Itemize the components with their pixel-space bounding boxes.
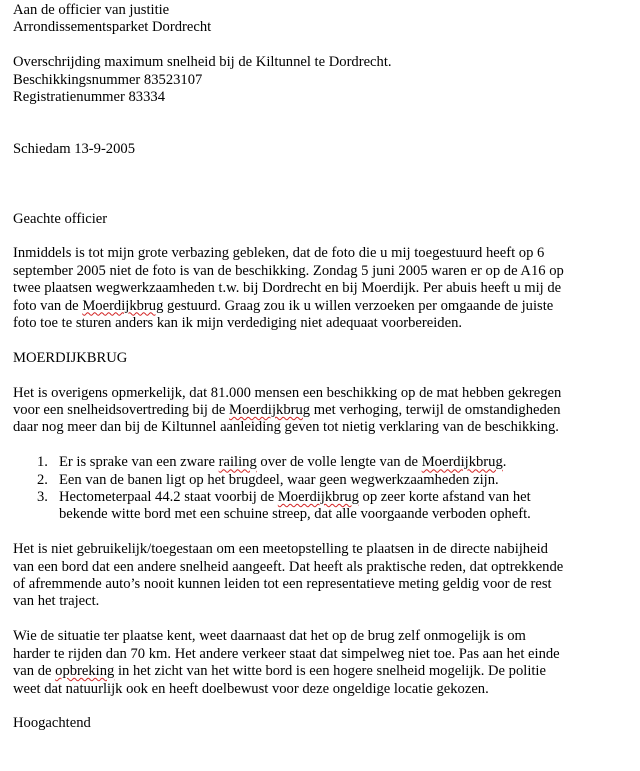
misspelled-word[interactable]: Moerdijkbrug — [421, 454, 503, 471]
list-number: 1. — [37, 454, 48, 471]
list-item-text: Een van de banen ligt op het brugdeel, waar geen wegwerkzaamheden zijn. — [59, 471, 499, 488]
salutation: Geachte officier — [13, 210, 108, 227]
paragraph-4-line: Wie de situatie ter plaatse kent, weet daarnaast dat het op de brug zelf onmogelijk is om — [13, 628, 526, 645]
text-run: gestuurd. Graag zou ik u willen verzoeken per omgaande de juiste — [163, 297, 554, 314]
text-run: Er is sprake van een zware — [59, 454, 219, 471]
misspelled-word[interactable]: Moerdijkbrug — [277, 489, 359, 506]
paragraph-3-line: van een bord dat een andere snelheid aangeeft. Dat heeft als praktische reden, dat optrekkende — [13, 558, 564, 575]
paragraph-4 — [13, 628, 627, 698]
paragraph-4-line: harder te rijden dan 70 km. Het andere verkeer staat dat simpelweg niet toe. Pas aan het einde — [13, 645, 560, 662]
registration-number: Registratienummer 83334 — [13, 89, 165, 106]
address-line-1: Aan de officier van justitie — [13, 2, 170, 18]
list-item — [13, 454, 599, 471]
decision-number: Beschikkingsnummer 83523107 — [13, 71, 203, 88]
recipient-address — [13, 2, 627, 37]
text-run: . — [502, 454, 507, 471]
text-run: van de — [13, 663, 56, 680]
paragraph-3-line: of afremmende auto’s nooit kunnen leiden tot een representatieve meting geldig voor de rest — [13, 576, 552, 593]
paragraph-2 — [13, 385, 627, 437]
paragraph-1 — [13, 245, 627, 332]
list-item-text: bekende witte bord met een schuine streep, dat alle voorgaande verboden opheft. — [59, 506, 531, 523]
text-run: met verhoging, terwijl de omstandigheden — [310, 402, 561, 419]
text-run: in het zicht van het witte bord is een hogere snelheid mogelijk. De politie — [114, 663, 546, 680]
paragraph-1-line — [13, 298, 627, 315]
misspelled-word[interactable]: opbreking — [55, 663, 115, 680]
closing: Hoogachtend — [13, 715, 91, 732]
misspelled-word[interactable]: railing — [218, 454, 257, 471]
text-run: over de volle lengte van de — [256, 454, 422, 471]
numbered-list — [13, 454, 627, 524]
address-line-2: Arrondissementsparket Dordrecht — [13, 19, 212, 36]
list-number: 2. — [37, 471, 48, 488]
paragraph-4-line: weet dat natuurlijk ook en heeft doelbewust voor deze ongeldige locatie gekozen. — [13, 680, 489, 697]
list-item-text — [59, 454, 599, 471]
paragraph-3-line: Het is niet gebruikelijk/toegestaan om een meetopstelling te plaatsen in de directe nabijheid — [13, 541, 548, 558]
paragraph-4-line — [13, 663, 627, 680]
letter-page — [13, 2, 627, 733]
text-run: foto van de — [13, 297, 83, 314]
paragraph-1-line: twee plaatsen wegwerkzaamheden t.w. bij Dordrecht en bij Moerdijk. Per abuis heeft u mij de — [13, 280, 562, 297]
section-heading: MOERDIJKBRUG — [13, 349, 128, 366]
paragraph-1-line: Inmiddels is tot mijn grote verbazing gebleken, dat de foto die u mij toegestuurd heeft op 6 — [13, 245, 545, 262]
text-run: Hectometerpaal 44.2 staat voorbij de — [59, 489, 278, 506]
subject-block — [13, 54, 627, 106]
paragraph-2-line — [13, 402, 627, 419]
list-item-text — [59, 489, 599, 506]
place-date: Schiedam 13-9-2005 — [13, 141, 135, 158]
misspelled-word[interactable]: Moerdijkbrug — [229, 402, 311, 419]
paragraph-2-line: daar nog meer dan bij de Kiltunnel aanleiding geven tot nietig verklaring van de beschikking. — [13, 419, 559, 436]
paragraph-3 — [13, 541, 627, 611]
misspelled-word[interactable]: Moerdijkbrug — [82, 297, 164, 314]
text-run: op zeer korte afstand van het — [358, 489, 531, 506]
list-number: 3. — [37, 489, 48, 506]
list-item — [13, 489, 599, 524]
paragraph-1-line: september 2005 niet de foto is van de beschikking. Zondag 5 juni 2005 waren er op de A16 op — [13, 262, 564, 279]
text-run: voor een snelheidsovertreding bij de — [13, 402, 230, 419]
paragraph-3-line: van het traject. — [13, 593, 100, 610]
paragraph-1-line: foto toe te sturen anders kan ik mijn verdediging niet adequaat voorbereiden. — [13, 315, 463, 332]
subject-line: Overschrijding maximum snelheid bij de Kiltunnel te Dordrecht. — [13, 54, 392, 71]
paragraph-2-line: Het is overigens opmerkelijk, dat 81.000 mensen een beschikking op de mat hebben gekregen — [13, 384, 562, 401]
list-item — [13, 472, 599, 489]
